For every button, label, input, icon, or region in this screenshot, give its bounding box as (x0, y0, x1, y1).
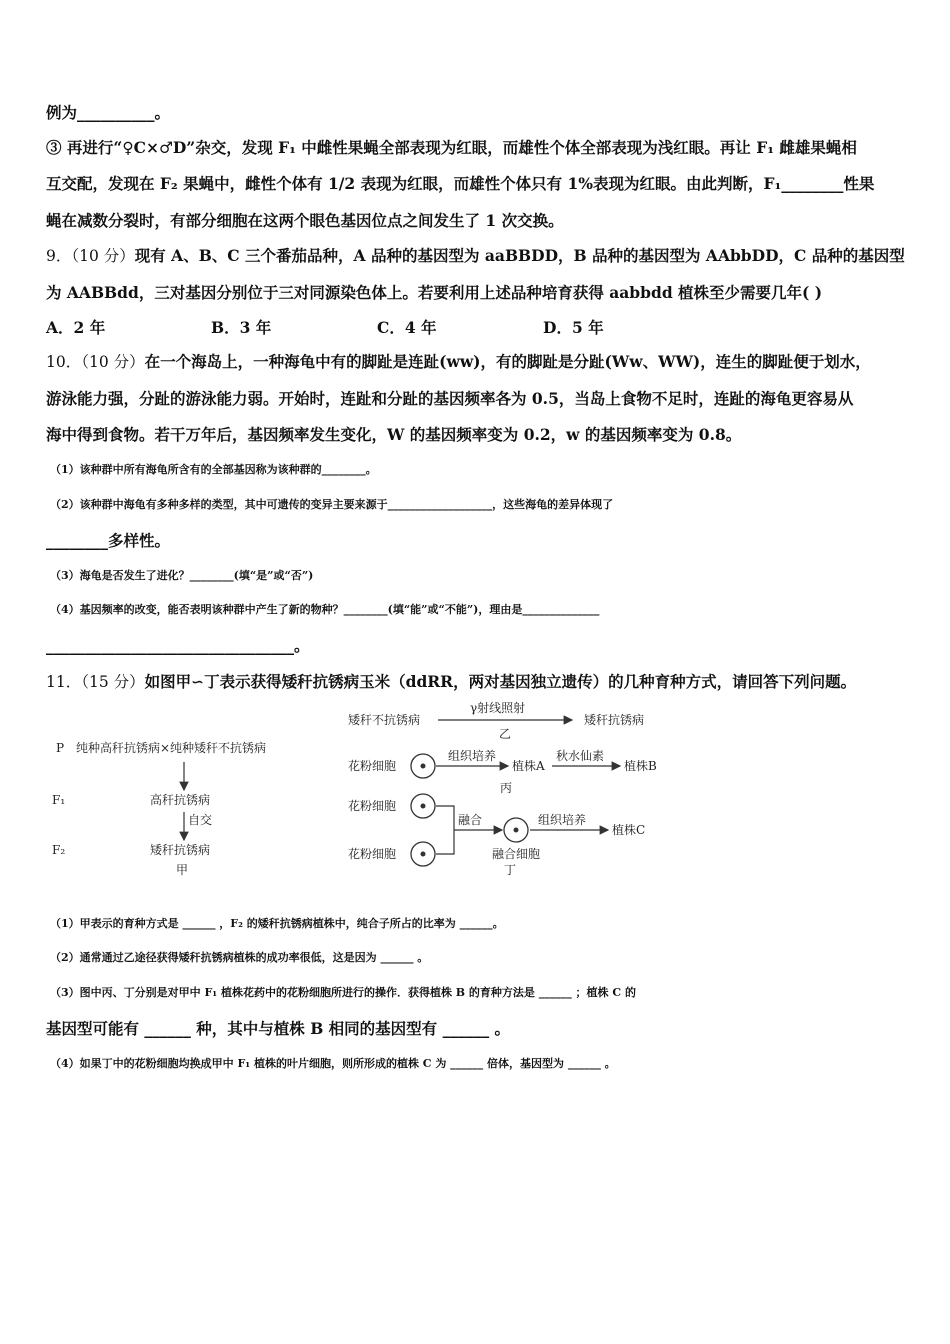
q8-part3-line3: 蝇在减数分裂时，有部分细胞在这两个眼色基因位点之间发生了 1 次交换。 (46, 211, 564, 230)
ding-fusion-label: 融合 (458, 813, 483, 827)
jia-f1-text: 高秆抗锈病 (150, 793, 211, 807)
q10-part2-line1: （2）该种群中海龟有多种多样的类型，其中可遗传的变异主要来源于___________________，这些海龟的差异体现了 (50, 498, 614, 511)
jia-p-label: P (56, 741, 65, 755)
q9-option-b: B．3 年 (211, 318, 272, 337)
jia-f1-label: F₁ (52, 793, 66, 807)
q10-line2: 游泳能力强，分趾的游泳能力弱。开始时，连趾和分趾的基因频率各为 0.5，当岛上食物不足时，连趾的海龟更容易从 (46, 389, 854, 408)
q11-part4: （4）如果丁中的花粉细胞均换成甲中 F₁ 植株的叶片细胞，则所形成的植株 C 为 ______ 倍体，基因型为 ______ 。 (50, 1057, 616, 1070)
q11-number: 11． (46, 673, 82, 691)
jia-f2-text: 矮秆抗锈病 (150, 843, 211, 857)
q9-line1 (46, 246, 908, 266)
q9-number: 9． (46, 247, 72, 265)
ding-arrow-label: 组织培养 (538, 813, 587, 827)
answer-line-ratio: 例为__________。 (46, 103, 171, 122)
q10-part1: （1）该种群中所有海龟所含有的全部基因称为该种群的________。 (50, 463, 377, 476)
q11-score: （15 分） (81, 673, 145, 691)
q11-part2: （2）通常通过乙途径获得矮秆抗锈病植株的成功率很低，这是因为 ______ 。 (50, 951, 429, 964)
ding-fused-nucleus-icon (514, 828, 519, 833)
jia-selfing: 自交 (188, 813, 213, 827)
jia-name: 甲 (176, 863, 189, 877)
q10-part4-line2: ________________________________。 (46, 636, 310, 655)
q9-option-d: D．5 年 (543, 318, 604, 337)
ding-fusion-bracket (436, 806, 454, 854)
ding-nucleus1-icon (421, 804, 426, 809)
bing-cell-label: 花粉细胞 (348, 759, 397, 773)
q8-part3-line2: 互交配，发现在 F₂ 果蝇中，雌性个体有 1/2 表现为红眼，而雄性个体只有 1%表现为红眼。由此判断，F₁________性果 (46, 174, 875, 193)
bing-plant-a: 植株A (512, 759, 545, 773)
ding-plant-c: 植株C (612, 823, 646, 837)
q9-options (46, 318, 908, 338)
ding-fused-label: 融合细胞 (492, 847, 541, 861)
q11-part3-line1: （3）图中丙、丁分别是对甲中 F₁ 植株花药中的花粉细胞所进行的操作．获得植株 B 的育种方法是 ______ ；植株 C 的 (50, 986, 636, 999)
yi-arrow-label: γ射线照射 (470, 701, 526, 715)
yi-from: 矮秆不抗锈病 (348, 713, 421, 727)
ding-cell1-label: 花粉细胞 (348, 799, 397, 813)
bing-name: 丙 (500, 781, 513, 795)
jia-f2-label: F₂ (52, 843, 66, 857)
yi-name: 乙 (499, 727, 512, 741)
q9-option-a: A．2 年 (46, 318, 106, 337)
ding-cell2-label: 花粉细胞 (348, 847, 397, 861)
q11-part3-line2: 基因型可能有 ______ 种，其中与植株 B 相同的基因型有 ______ 。 (46, 1019, 510, 1038)
q8-part3-line1: ③ 再进行“♀C×♂D”杂交，发现 F₁ 中雌性果蝇全部表现为红眼，而雄性个体全部表现为浅红眼。再让 F₁ 雌雄果蝇相 (46, 138, 857, 157)
ding-nucleus2-icon (421, 852, 426, 857)
q9-option-c: C．4 年 (377, 318, 437, 337)
bing-nucleus-icon (421, 764, 426, 769)
q9-line2: 为 AABBdd，三对基因分别位于三对同源染色体上。若要利用上述品种培育获得 aabbdd 植株至少需要几年( ) (46, 283, 823, 302)
bing-plant-b: 植株B (624, 759, 657, 773)
q10-number: 10． (46, 353, 82, 371)
q10-text1: 在一个海岛上，一种海龟中有的脚趾是连趾(ww)，有的脚趾是分趾(Ww、WW)，连生的脚趾便于划水， (144, 352, 871, 371)
q11-line1 (46, 672, 908, 692)
breeding-diagram (46, 698, 916, 883)
q10-part2-line2: ________多样性。 (46, 531, 171, 550)
q11-text1: 如图甲∽丁表示获得矮秆抗锈病玉米（ddRR，两对基因独立遗传）的几种育种方式，请回答下列问题。 (144, 672, 857, 691)
bing-arrow1-label: 组织培养 (448, 749, 497, 763)
q10-score: （10 分） (81, 353, 145, 371)
ding-name: 丁 (504, 863, 517, 877)
jia-p-text: 纯种高秆抗锈病×纯种矮秆不抗锈病 (76, 741, 267, 755)
q9-text1: 现有 A、B、C 三个番茄品种，A 品种的基因型为 aaBBDD，B 品种的基因型为 AAbbDD，C 品种的基因型 (134, 246, 905, 265)
q9-score: （10 分） (71, 247, 135, 265)
yi-to: 矮秆抗锈病 (584, 713, 645, 727)
q10-line3: 海中得到食物。若干万年后，基因频率发生变化，W 的基因频率变为 0.2，w 的基因频率变为 0.8。 (46, 425, 742, 444)
q10-line1 (46, 352, 908, 372)
q10-part3: （3）海龟是否发生了进化？________(填“是”或“否”) (50, 569, 314, 582)
q10-part4-line1: （4）基因频率的改变，能否表明该种群中产生了新的物种？________(填“能”或“不能”)，理由是______________ (50, 603, 600, 616)
q11-part1: （1）甲表示的育种方式是 ______ ，F₂ 的矮秆抗锈病植株中，纯合子所占的比率为 ______。 (50, 917, 504, 930)
bing-arrow2-label: 秋水仙素 (556, 749, 605, 763)
